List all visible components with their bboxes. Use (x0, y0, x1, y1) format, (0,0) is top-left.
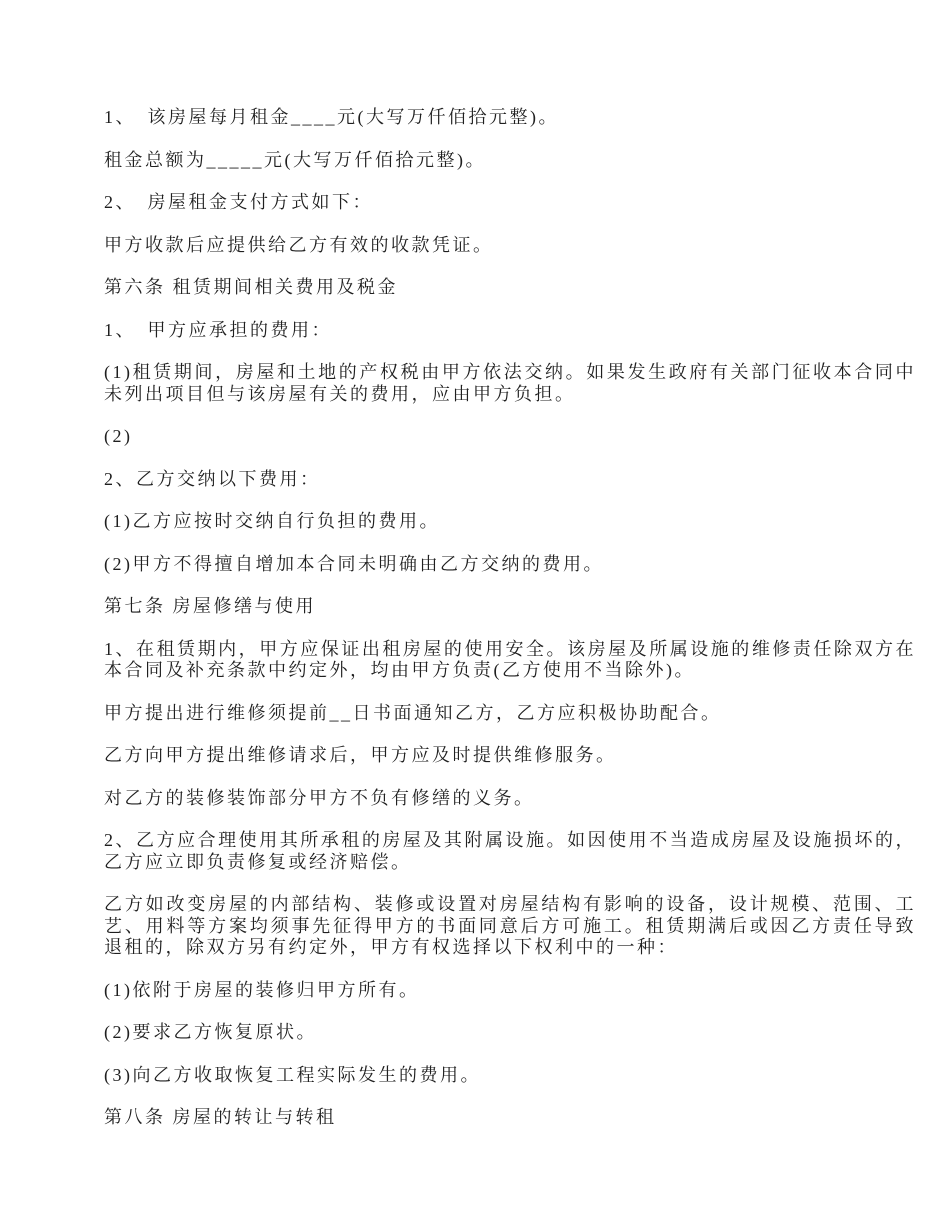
paragraph-option-1: (1)依附于房屋的装修归甲方所有。 (104, 979, 420, 1000)
paragraph-landlord-fees-item-2: (2) (104, 426, 133, 446)
heading-article-8: 第八条 房屋的转让与转租 (104, 1107, 337, 1127)
paragraph-monthly-rent: 1、 该房屋每月租金____元(大写万仟佰拾元整)。 (104, 107, 559, 127)
heading-article-7: 第七条 房屋修缮与使用 (104, 596, 316, 616)
paragraph-tenant-fees-intro: 2、乙方交纳以下费用： (104, 468, 321, 489)
paragraph-tenant-proper-use: 2、乙方应合理使用其所承租的房屋及其附属设施。如因使用不当造成房屋及设施损坏的，乙方应立即负责修复或经济赔偿。 (104, 830, 916, 872)
paragraph-landlord-fees-item-1: (1)租赁期间，房屋和土地的产权税由甲方依法交纳。如果发生政府有关部门征收本合同中未列出项目但与该房屋有关的费用，应由甲方负担。 (104, 362, 916, 404)
contract-body (104, 107, 916, 1129)
paragraph-repair-request: 乙方向甲方提出维修请求后，甲方应及时提供维修服务。 (104, 745, 617, 765)
paragraph-total-rent: 租金总额为_____元(大写万仟佰拾元整)。 (104, 149, 486, 170)
paragraph-repair-responsibility: 1、在租赁期内，甲方应保证出租房屋的使用安全。该房屋及所属设施的维修责任除双方在本合同及补充条款中约定外，均由甲方负责(乙方使用不当除外)。 (104, 638, 916, 680)
paragraph-repair-notice: 甲方提出进行维修须提前__日书面通知乙方，乙方应积极协助配合。 (104, 702, 722, 723)
paragraph-decoration-no-repair: 对乙方的装修装饰部分甲方不负有修缮的义务。 (104, 787, 535, 808)
paragraph-payment-receipt: 甲方收款后应提供给乙方有效的收款凭证。 (104, 234, 494, 255)
paragraph-landlord-fees-intro: 1、 甲方应承担的费用： (104, 319, 332, 340)
paragraph-option-3: (3)向乙方收取恢复工程实际发生的费用。 (104, 1064, 481, 1085)
paragraph-tenant-fees-item-2: (2)甲方不得擅自增加本合同未明确由乙方交纳的费用。 (104, 553, 604, 574)
paragraph-tenant-fees-item-1: (1)乙方应按时交纳自行负担的费用。 (104, 511, 440, 531)
heading-article-6: 第六条 租赁期间相关费用及税金 (104, 277, 398, 297)
paragraph-payment-method: 2、 房屋租金支付方式如下： (104, 192, 373, 212)
paragraph-option-2: (2)要求乙方恢复原状。 (104, 1022, 317, 1042)
paragraph-structure-change: 乙方如改变房屋的内部结构、装修或设置对房屋结构有影响的设备，设计规模、范围、工艺、用料等方案均须事先征得甲方的书面同意后方可施工。租赁期满后或因乙方责任导致退租的，除双方另有约定外，甲方有权选择以下权利中的一种： (104, 894, 916, 957)
